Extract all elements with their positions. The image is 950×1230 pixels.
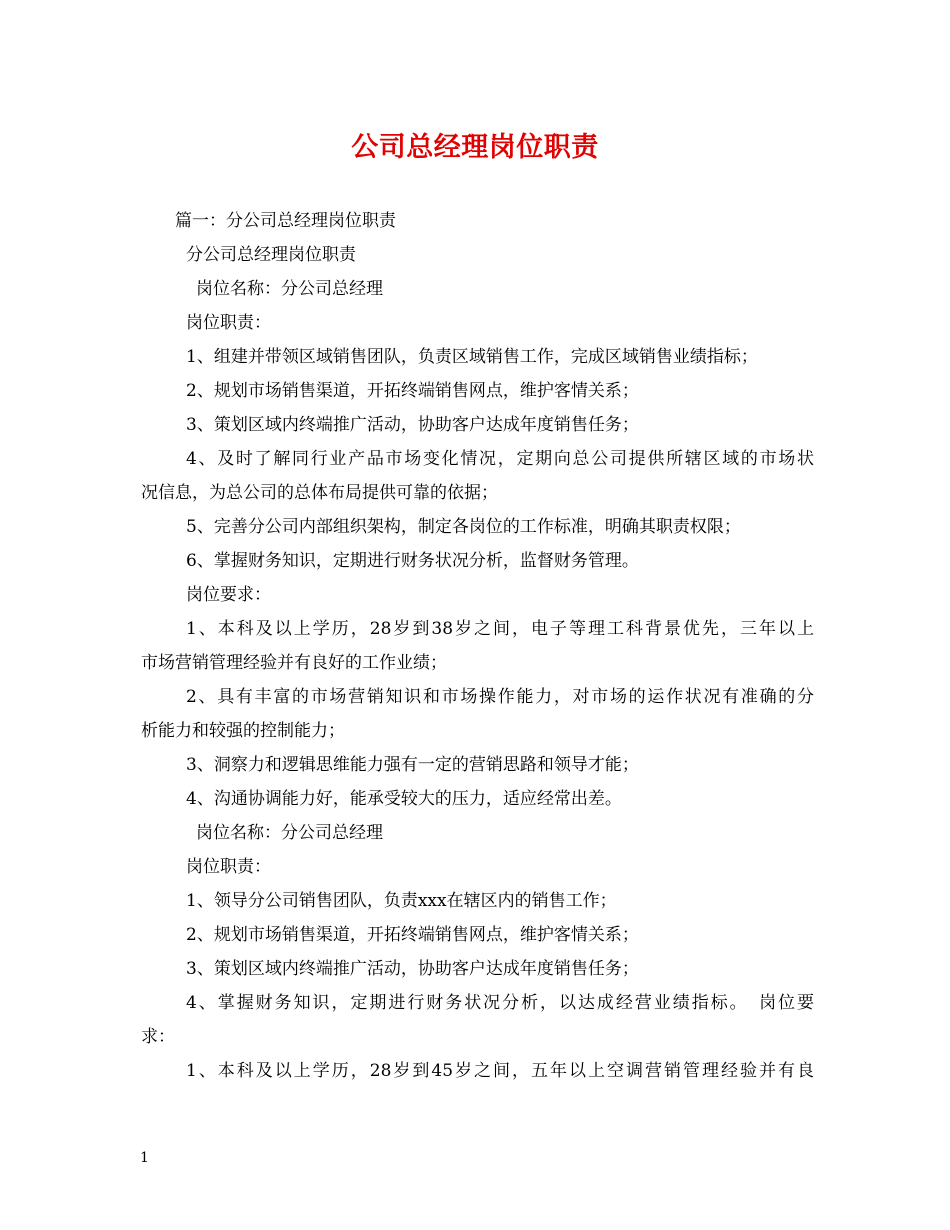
text-line: 3、洞察力和逻辑思维能力强有一定的营销思路和领导才能； [186, 755, 639, 775]
text-line: 析能力和较强的控制能力； [141, 721, 345, 741]
text-line: 2、规划市场销售渠道，开拓终端销售网点，维护客情关系； [186, 381, 639, 401]
text-line: 求： [141, 1027, 175, 1047]
text-line: 岗位要求： [186, 585, 271, 605]
text-line: 4、掌握财务知识，定期进行财务状况分析，以达成经营业绩指标。 岗位要 [186, 993, 814, 1013]
text-line: 5、完善分公司内部组织架构，制定各岗位的工作标准，明确其职责权限； [186, 517, 741, 537]
page-number: 1 [140, 1150, 149, 1166]
document-body [141, 204, 814, 1088]
text-line: 1、领导分公司销售团队，负责xxx在辖区内的销售工作； [186, 891, 617, 911]
text-line: 岗位名称：分公司总经理 [196, 279, 383, 299]
text-line: 2、规划市场销售渠道，开拓终端销售网点，维护客情关系； [186, 925, 639, 945]
text-line: 6、掌握财务知识，定期进行财务状况分析，监督财务管理。 [186, 551, 639, 571]
text-line: 岗位名称：分公司总经理 [196, 823, 383, 843]
text-line: 3、策划区域内终端推广活动，协助客户达成年度销售任务； [186, 415, 639, 435]
page-title: 公司总经理岗位职责 [351, 132, 599, 163]
text-line: 4、沟通协调能力好，能承受较大的压力，适应经常出差。 [186, 789, 622, 809]
text-line: 3、策划区域内终端推广活动，协助客户达成年度销售任务； [186, 959, 639, 979]
text-line: 篇一：分公司总经理岗位职责 [175, 211, 396, 231]
text-line: 岗位职责： [186, 857, 271, 877]
text-line: 2、具有丰富的市场营销知识和市场操作能力，对市场的运作状况有准确的分 [186, 687, 814, 707]
text-line: 分公司总经理岗位职责 [186, 245, 356, 265]
text-line: 1、本科及以上学历，28岁到45岁之间，五年以上空调营销管理经验并有良 [186, 1061, 814, 1081]
text-line: 1、组建并带领区域销售团队，负责区域销售工作，完成区域销售业绩指标； [186, 347, 758, 367]
text-line: 1、本科及以上学历，28岁到38岁之间，电子等理工科背景优先，三年以上 [186, 619, 814, 639]
text-line: 4、及时了解同行业产品市场变化情况，定期向总公司提供所辖区域的市场状 [186, 449, 814, 469]
text-line: 岗位职责： [186, 313, 271, 333]
text-line: 况信息，为总公司的总体布局提供可靠的依据； [141, 483, 498, 503]
text-line: 市场营销管理经验并有良好的工作业绩； [141, 653, 447, 673]
